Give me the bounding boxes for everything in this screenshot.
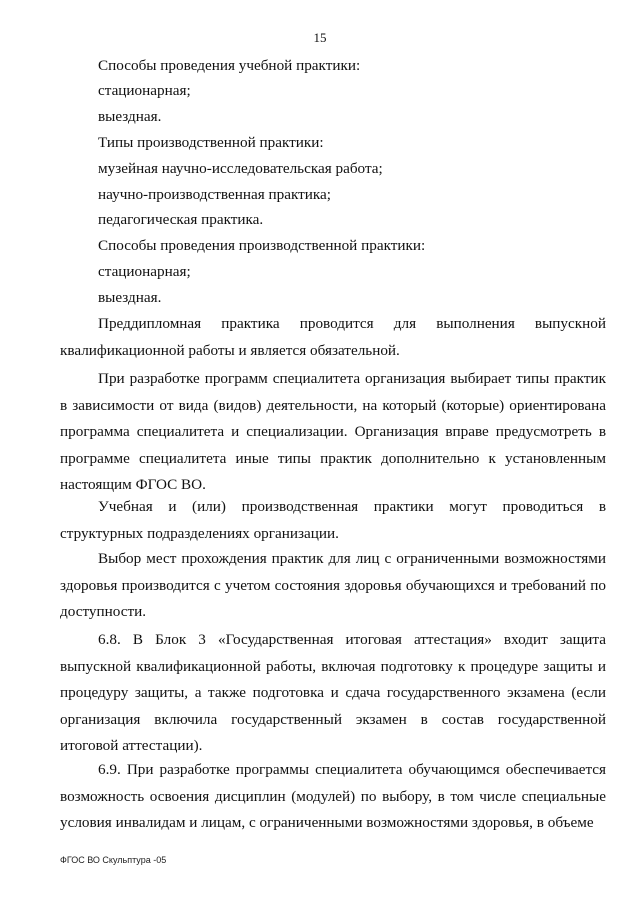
paragraph: Выбор мест прохождения практик для лиц с ограниченными возможностями здоровья производится с учетом состояния здоровья обучающихся и требований по доступности. bbox=[60, 550, 606, 620]
list-line: научно-производственная практика; bbox=[98, 186, 331, 203]
paragraph: Преддипломная практика проводится для выполнения выпускной квалификационной работы и является обязательной. bbox=[60, 315, 606, 359]
list-line: стационарная; bbox=[98, 82, 191, 99]
paragraph: 6.8. В Блок 3 «Государственная итоговая аттестация» входит защита выпускной квалификационной работы, включая подготовку к процедуре защиты и процедуру защиты, а также подготовка и сдача государственного экзамена (если организация включила государственный экзамен в состав государственной итоговой аттестации). bbox=[60, 631, 606, 754]
list-line: музейная научно-исследовательская работа; bbox=[98, 160, 383, 177]
list-line: Типы производственной практики: bbox=[98, 134, 324, 151]
paragraph: 6.9. При разработке программы специалитета обучающимся обеспечивается возможность освоения дисциплин (модулей) по выбору, в том числе специальные условия инвалидам и лицам, с ограниченными возможностями здоровья, в объеме bbox=[60, 761, 606, 831]
paragraph: Учебная и (или) производственная практики могут проводиться в структурных подразделениях организации. bbox=[60, 498, 606, 542]
paragraph: При разработке программ специалитета организация выбирает типы практик в зависимости от вида (видов) деятельности, на который (которые) ориентирована программа специалитета и специализации. Организация вправе предусмотреть в программе специалитета иные типы практик дополнительно к установленным настоящим ФГОС ВО. bbox=[60, 370, 606, 493]
list-line: стационарная; bbox=[98, 263, 191, 280]
list-line: педагогическая практика. bbox=[98, 211, 264, 228]
list-line: выездная. bbox=[98, 289, 162, 306]
list-line: Способы проведения производственной практики: bbox=[98, 237, 426, 254]
footer: ФГОС ВО Скульптура -05 bbox=[60, 855, 167, 865]
page-number: 15 bbox=[313, 30, 327, 45]
list-line: выездная. bbox=[98, 108, 162, 125]
list-line: Способы проведения учебной практики: bbox=[98, 57, 361, 74]
